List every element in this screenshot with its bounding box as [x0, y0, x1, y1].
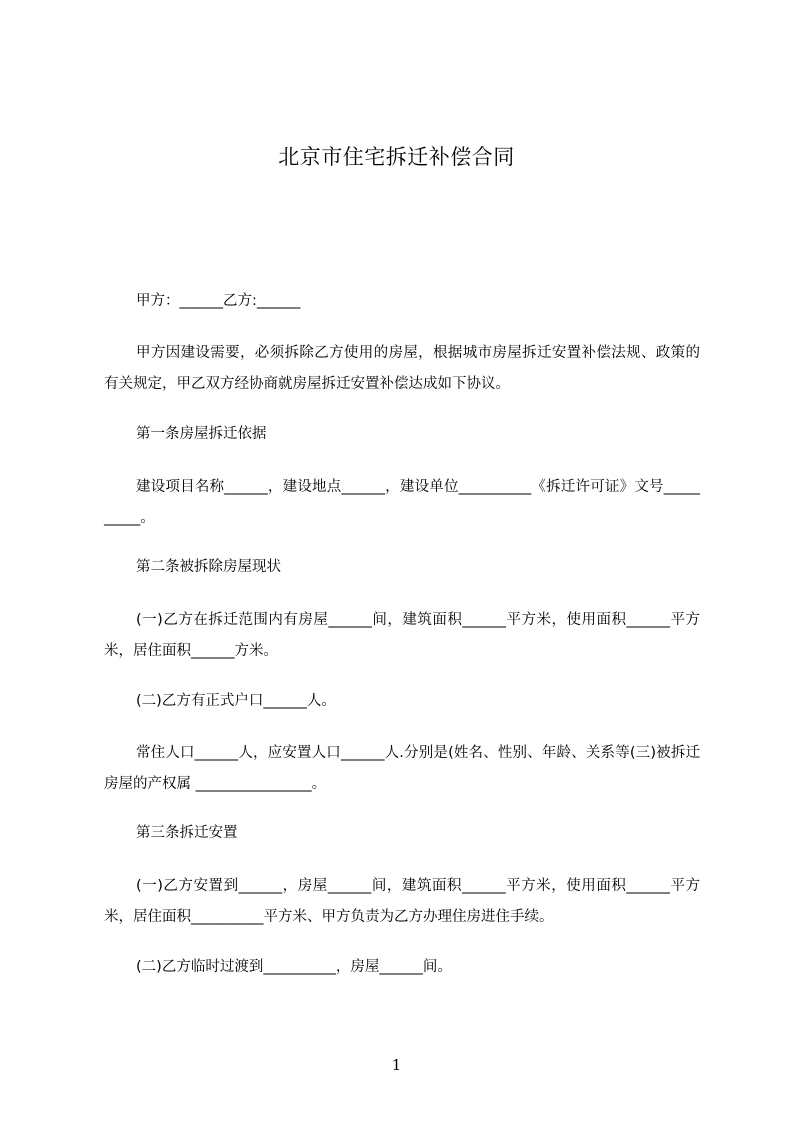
article-3-item-2: (二)乙方临时过渡到__________，房屋______间。: [136, 959, 452, 975]
article-1-content: 建设项目名称______，建设地点______，建设单位__________《拆迁许可证》文号__________。: [104, 479, 700, 526]
document-title: 北京市住宅拆迁补偿合同: [278, 145, 515, 169]
article-2-item-2: (二)乙方有正式户口______人。: [136, 693, 336, 709]
article-3-heading: 第三条拆迁安置: [136, 825, 238, 841]
page-number: 1: [391, 1056, 402, 1074]
article-2-residents: 常住人口______人，应安置人口______人.分别是(姓名、性别、年龄、关系等(三)被拆迁房屋的产权属 ________________。: [104, 745, 700, 792]
parties-line: 甲方：______乙方:______: [136, 293, 301, 309]
article-2-item-1: (一)乙方在拆迁范围内有房屋______间，建筑面积______平方米，使用面积______平方米，居住面积______方米。: [104, 612, 700, 659]
article-3-item-1: (一)乙方安置到______，房屋______间，建筑面积______平方米，使用面积______平方米，居住面积__________平方米、甲方负责为乙方办理住房进住手续。: [104, 878, 700, 925]
preamble-paragraph: 甲方因建设需要，必须拆除乙方使用的房屋，根据城市房屋拆迁安置补偿法规、政策的有关规定，甲乙双方经协商就房屋拆迁安置补偿达成如下协议。: [104, 345, 700, 392]
article-1-heading: 第一条房屋拆迁依据: [136, 426, 267, 442]
article-2-heading: 第二条被拆除房屋现状: [136, 559, 281, 575]
